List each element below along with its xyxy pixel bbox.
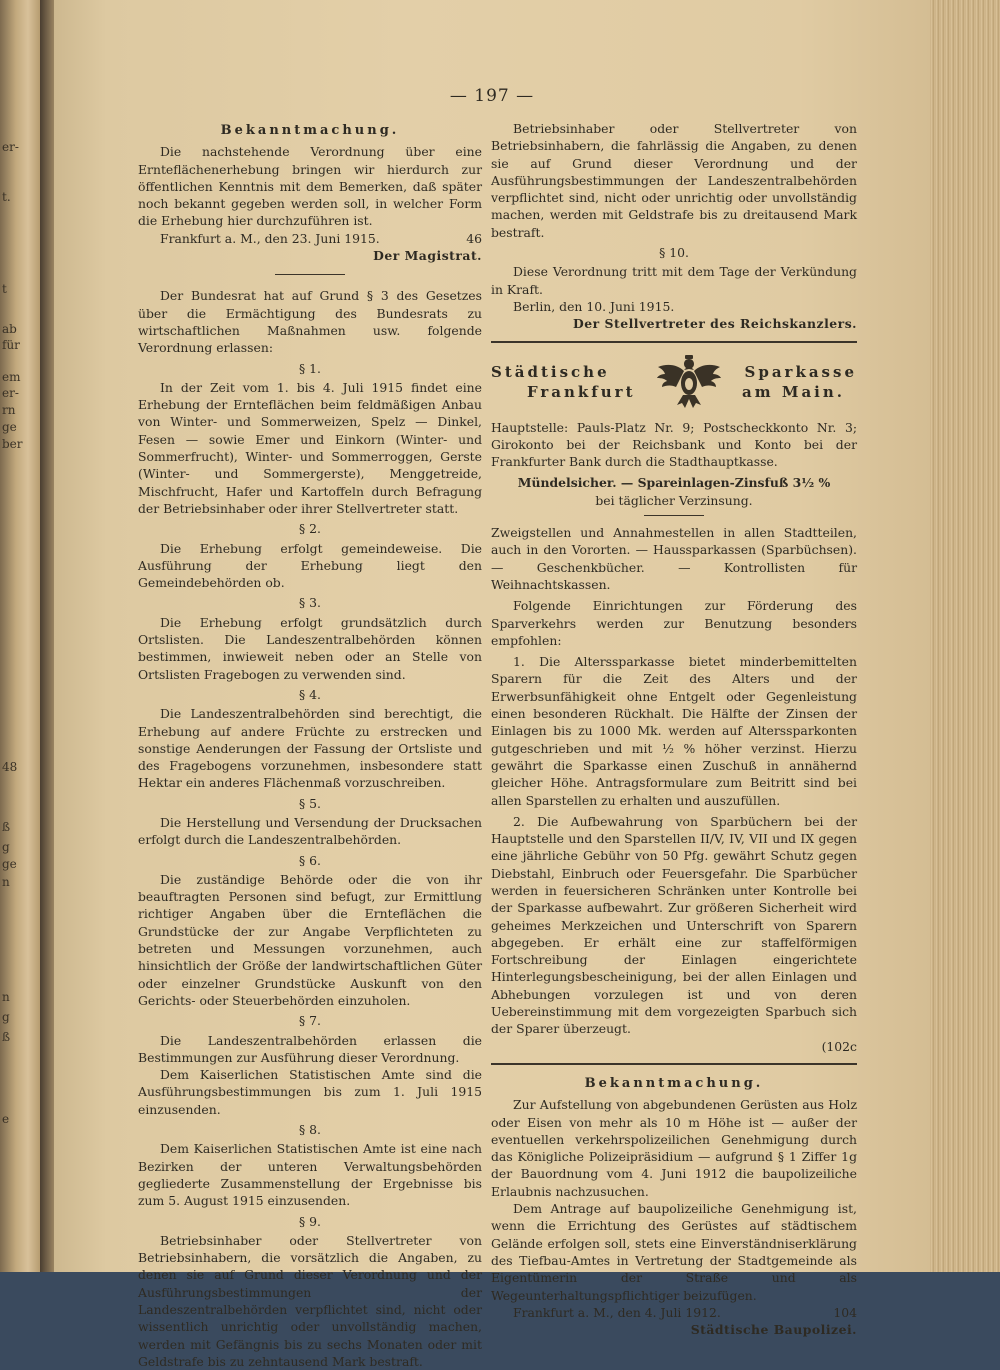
margin-fragment: ge	[2, 857, 17, 871]
section-text: Die zuständige Behörde oder die von ihr beauftragten Personen sind befugt, zur Ermittlung richtiger Angaben über die Ernteflächen die Grundstücke der zur Angabe Verpflichteten zu betreten und Messungen vorzunehmen, auch hinsichtlich der Größe der landwirtschaftlichen Güter oder einzelner Grundstücke Auskunft von den Gerichts- oder Steuerbehörden einzuholen.	[138, 871, 482, 1008]
notice-signature: Der Magistrat.	[373, 248, 482, 264]
section-divider	[491, 1063, 857, 1065]
section-number: § 7.	[299, 1013, 321, 1029]
notice-date: Frankfurt a. M., den 4. Juli 1912.	[513, 1304, 721, 1320]
notice-body: Die nachstehende Verordnung über eine Ernteflächenerhebung bringen wir hierdurch zur öffentlichen Kenntnis mit dem Bemerken, daß später noch bekannt gegeben werden soll, in welcher Form die Erhebung hier durchzuführen ist.	[138, 144, 482, 229]
section-text: Betriebsinhaber oder Stellvertreter von Betriebsinhabern, die fahrlässig die Angaben, zu denen sie auf Grund dieser Verordnung und der Ausführungsbestimmungen der Landeszentralbehörden verpflichtet sind, nicht oder unrichtig oder unvollständig machen, werden mit Geldstrafe bis zu dreitausend Mark bestraft.	[491, 121, 857, 240]
section-text: Betriebsinhaber oder Stellvertreter von Betriebsinhabern, die vorsätzlich die Angaben, zu denen sie auf Grund dieser Verordnung und der Ausführungsbestimmungen der Landeszentralbehörden verpflichtet sind, nicht oder wissentlich unrichtig oder unvollständig machen, werden mit Gefängnis bis zu sechs Monaten oder mit Geldstrafe bis zu zehntausend Mark bestraft.	[138, 1232, 482, 1369]
margin-fragment: g	[2, 1010, 10, 1024]
section-number: § 3.	[299, 595, 321, 611]
section-text: In der Zeit vom 1. bis 4. Juli 1915 findet eine Erhebung der Ernteflächen beim feldmäßigen Anbau von Winter- und Sommerweizen, Spelz — Dinkel, Fesen — sowie Emer und Einkorn (Winter- und Sommerfrucht), Winter- und Sommerroggen, Gerste (Winter- und Sommergerste), Menggetreide, Mischfrucht, Hafer und Kartoffeln durch Befragung der Betriebsinhaber oder ihrer Stellvertreter statt.	[138, 379, 482, 516]
margin-fragment: er-	[2, 140, 19, 154]
sparkasse-item: 1. Die Alterssparkasse bietet minderbemittelten Sparern für die Zeit des Alters und der Erwerbsunfähigkeit ohne Entgelt oder Gegenleistung einen besonderen Rückhalt. Die Hälfte der Zinsen der Einlagen bis zu 1000 Mk. werden auf Alterssparkonten gutgeschrieben und mit ½ % höher verzinst. Hierzu gewährt die Sparkasse einen Zuschuß in annähernd gleicher Höhe. Antragsformulare zum Beitritt sind bei allen Sparstellen zu erhalten und auszufüllen.	[491, 654, 857, 808]
ordinance-intro: Der Bundesrat hat auf Grund § 3 des Gesetzes über die Ermächtigung des Bundesrats zu wirtschaftlichen Maßnahmen usw. folgende Verordnung erlassen:	[138, 288, 482, 356]
margin-fragment: t	[2, 282, 7, 296]
notice-ref: 46	[466, 230, 482, 246]
sparkasse-address: Hauptstelle: Pauls-Platz Nr. 9; Postscheckkonto Nr. 3; Girokonto bei der Reichsbank und Konto bei der Frankfurter Bank durch die Stadthauptkasse.	[491, 419, 857, 470]
sparkasse-header	[491, 353, 857, 411]
ordinance-signature: Der Stellvertreter des Reichskanzlers.	[573, 316, 857, 332]
section-text: Die Erhebung erfolgt gemeindeweise. Die Ausführung der Erhebung liegt den Gemeindebehörden ob.	[138, 540, 482, 591]
section-number: § 5.	[299, 795, 321, 811]
sparkasse-rate: Mündelsicher. — Spareinlagen-Zinsfuß 3½ %	[517, 475, 831, 491]
margin-fragment: ge	[2, 420, 17, 434]
notice-ref: 104	[833, 1304, 857, 1320]
margin-fragment: ß	[2, 1030, 11, 1044]
section-number: § 9.	[299, 1213, 321, 1229]
book-gutter	[40, 0, 54, 1272]
sparkasse-rate-sub: bei täglicher Verzinsung.	[595, 492, 753, 508]
sparkasse-item: 2. Die Aufbewahrung von Sparbüchern bei der Hauptstelle und den Sparstellen II/V, IV, VII und IX gegen eine jährliche Gebühr von 50 Pfg. gewährt Schutz gegen Diebstahl, Einbruch oder Feuersgefahr. Die Sparbücher werden in feuersicheren Schränken unter Kontrolle bei der Sparkasse aufbewahrt. Zur größeren Sicherheit wird geheimes Merkzeichen und Unterschrift von Sparern abgegeben. Er erhält eine zur staffelförmigen Fortschreibung der Einlagen eingerichtete Hinterlegungsbescheinigung, bei der allen Einlagen und Abhebungen vorzulegen ist und von deren Uebereinstimmung mit dem vorgezeigten Sparbuch sich der Sparer überzeugt.	[491, 813, 857, 1037]
margin-fragment: g	[2, 840, 10, 854]
margin-fragment: n	[2, 990, 10, 1004]
margin-fragment: für	[2, 338, 20, 352]
notice-heading: Bekanntmachung.	[220, 123, 400, 138]
notice-dateline	[138, 230, 482, 247]
margin-fragment: ber	[2, 437, 23, 451]
section-text: Dem Kaiserlichen Statistischen Amte sind die Ausführungsbestimmungen bis zum 1. Juli 1915 einzusenden.	[138, 1067, 482, 1117]
margin-fragment: rn	[2, 403, 16, 417]
section-number: § 4.	[299, 686, 321, 702]
section-number: § 10.	[659, 245, 689, 261]
margin-fragment: ß	[2, 820, 11, 834]
sparkasse-ref: (102c	[821, 1038, 857, 1054]
section-divider	[275, 274, 345, 275]
section-number: § 6.	[299, 852, 321, 868]
right-column	[491, 120, 857, 1338]
notice-date: Frankfurt a. M., den 23. Juni 1915.	[160, 230, 380, 246]
section-text: Die Erhebung erfolgt grundsätzlich durch Ortslisten. Die Landeszentralbehörden können bestimmen, inwieweit neben oder an Stelle von Ortslisten Fragebogen zu verwenden sind.	[138, 614, 482, 682]
sparkasse-intro: Folgende Einrichtungen zur Förderung des Sparverkehrs werden zur Benutzung besonders empfohlen:	[491, 598, 857, 648]
section-number: § 1.	[299, 360, 321, 376]
section-text: Diese Verordnung tritt mit dem Tage der Verkündung in Kraft.	[491, 264, 857, 297]
notice-body: Zur Aufstellung von abgebundenen Gerüsten aus Holz oder Eisen von mehr als 10 m Höhe ist — außer der eventuellen verkehrspolizeilichen Genehmigung durch das Königliche Polizeipräsidium — aufgrund § 1 Ziffer 1g der Bauordnung vom 4. Juni 1912 die baupolizeiliche Erlaubnis nachzusuchen.	[491, 1097, 857, 1199]
sparkasse-title-right: Sparkasse am Main.	[742, 362, 857, 401]
margin-fragment: ab	[2, 322, 17, 336]
notice-heading: Bekanntmachung.	[584, 1075, 764, 1091]
margin-fragment: em	[2, 370, 21, 384]
ordinance-date: Berlin, den 10. Juni 1915.	[513, 298, 675, 314]
frankfurt-eagle-icon	[654, 353, 724, 411]
adjacent-page-edge	[0, 0, 40, 1272]
section-text: Die Herstellung und Versendung der Drucksachen erfolgt durch die Landeszentralbehörden.	[138, 814, 482, 848]
document-page	[54, 0, 930, 1369]
margin-fragment: n	[2, 875, 10, 889]
page-number: — 197 —	[449, 86, 535, 106]
section-number: § 8.	[299, 1122, 321, 1138]
sparkasse-branches: Zweigstellen und Annahmestellen in allen Stadtteilen, auch in den Vororten. — Haussparkassen (Sparbüchsen). — Geschenkbücher. — Kontrollisten für Weihnachtskassen.	[491, 525, 857, 592]
page-stack-edge	[930, 0, 1000, 1272]
notice-dateline	[491, 1304, 857, 1321]
section-divider	[644, 515, 704, 516]
margin-fragment: er-	[2, 386, 19, 400]
left-column	[138, 120, 482, 1370]
section-number: § 2.	[299, 521, 321, 537]
section-text: Die Landeszentralbehörden erlassen die Bestimmungen zur Ausführung dieser Verordnung.	[138, 1032, 482, 1065]
section-text: Die Landeszentralbehörden sind berechtigt, die Erhebung auf andere Früchte zu erstrecken und sonstige Aenderungen der Fassung der Ortsliste und des Fragebogens vorzunehmen, insbesondere statt Hektar ein anderes Flächenmaß vorzuschreiben.	[138, 706, 482, 791]
margin-fragment: 48	[2, 760, 18, 774]
margin-fragment: e	[2, 1112, 10, 1126]
section-divider	[491, 341, 857, 343]
notice-signature: Städtische Baupolizei.	[690, 1322, 857, 1338]
margin-fragment: t.	[2, 190, 11, 204]
section-text: Dem Kaiserlichen Statistischen Amte ist eine nach Bezirken der unteren Verwaltungsbehörden gegliederte Zusammenstellung der Ergebnisse bis zum 5. August 1915 einzusenden.	[138, 1141, 482, 1209]
notice-body: Dem Antrage auf baupolizeiliche Genehmigung ist, wenn die Errichtung des Gerüstes auf städtischem Gelände erfolgen soll, stets eine Einverständniserklärung des Tiefbau-Amtes in Vertretung der Stadtgemeinde als Eigentümerin der Straße und als Wegeunterhaltungspflichtiger beizufügen.	[491, 1201, 857, 1303]
sparkasse-title-left: Städtische Frankfurt	[491, 362, 636, 401]
